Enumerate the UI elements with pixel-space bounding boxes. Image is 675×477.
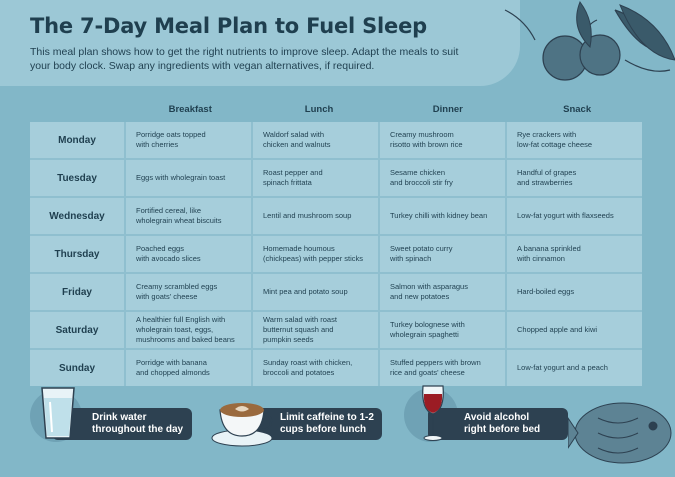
day-label: Monday xyxy=(30,122,126,158)
meal-text: Sweet potato curry with spinach xyxy=(390,244,453,263)
dinner-cell xyxy=(380,312,507,348)
column-header-snack: Snack xyxy=(563,103,592,115)
meal-text: Sesame chicken and broccoli stir fry xyxy=(390,168,453,187)
meal-text: Roast pepper and spinach frittata xyxy=(263,168,323,187)
snack-cell xyxy=(507,160,637,196)
lunch-cell xyxy=(253,122,380,158)
meal-plan-table xyxy=(30,96,642,386)
day-label: Saturday xyxy=(30,312,126,348)
meal-text: Sunday roast with chicken, broccoli and potatoes xyxy=(263,358,353,377)
tip-alcohol: Avoid alcohol right before bed xyxy=(428,408,568,440)
day-label: Thursday xyxy=(30,236,126,272)
meal-text: Hard-boiled eggs xyxy=(517,287,575,296)
breakfast-cell xyxy=(126,312,253,348)
day-label: Tuesday xyxy=(30,160,126,196)
snack-cell xyxy=(507,122,637,158)
table-row xyxy=(30,198,642,236)
lunch-cell xyxy=(253,198,380,234)
dinner-cell xyxy=(380,274,507,310)
meal-text: Porridge with banana and chopped almonds xyxy=(136,358,210,377)
dinner-cell xyxy=(380,160,507,196)
dinner-cell xyxy=(380,198,507,234)
table-row xyxy=(30,350,642,386)
breakfast-cell xyxy=(126,122,253,158)
table-row xyxy=(30,274,642,312)
meal-text: Creamy mushroom risotto with brown rice xyxy=(390,130,463,149)
meal-text: Lentil and mushroom soup xyxy=(263,211,352,220)
dinner-cell xyxy=(380,350,507,386)
meal-text: Low-fat yogurt and a peach xyxy=(517,363,608,372)
dinner-cell xyxy=(380,122,507,158)
lunch-cell xyxy=(253,350,380,386)
meal-text: Warm salad with roast butternut squash and pumpkin seeds xyxy=(263,315,337,344)
tip-water: Drink water throughout the day xyxy=(52,408,192,440)
breakfast-cell xyxy=(126,350,253,386)
breakfast-cell xyxy=(126,274,253,310)
meal-text: Rye crackers with low-fat cottage cheese xyxy=(517,130,593,149)
table-row xyxy=(30,122,642,160)
meal-text: Stuffed peppers with brown rice and goats' cheese xyxy=(390,358,481,377)
meal-text: Creamy scrambled eggs with goats' cheese xyxy=(136,282,218,301)
column-header-lunch: Lunch xyxy=(304,103,334,115)
column-header-dinner: Dinner xyxy=(432,103,463,115)
wine-glass-icon xyxy=(418,382,448,442)
intro-text: This meal plan shows how to get the right nutrients to improve sleep. Adapt the meals to suit your body clock. Swap any ingredients with vegan alternatives, if required. xyxy=(30,46,459,72)
table-body xyxy=(30,122,642,386)
coffee-cup-icon xyxy=(210,390,280,448)
breakfast-cell xyxy=(126,198,253,234)
column-header-breakfast: Breakfast xyxy=(168,103,212,115)
meal-text: Salmon with asparagus and new potatoes xyxy=(390,282,468,301)
table-row xyxy=(30,236,642,274)
meal-text: Eggs with wholegrain toast xyxy=(136,173,226,182)
meal-text: Fortified cereal, like wholegrain wheat biscuits xyxy=(136,206,222,225)
lunch-cell xyxy=(253,274,380,310)
day-label: Wednesday xyxy=(30,198,126,234)
tip-caffeine: Limit caffeine to 1-2 cups before lunch xyxy=(232,408,382,440)
meal-text: Turkey bolognese with wholegrain spaghetti xyxy=(390,320,465,339)
meal-text: Mint pea and potato soup xyxy=(263,287,348,296)
meal-text: A banana sprinkled with cinnamon xyxy=(517,244,581,263)
meal-text: Low-fat yogurt with flaxseeds xyxy=(517,211,614,220)
day-label: Sunday xyxy=(30,350,126,386)
meal-text: Waldorf salad with chicken and walnuts xyxy=(263,130,331,149)
snack-cell xyxy=(507,198,637,234)
meal-text: Chopped apple and kiwi xyxy=(517,325,598,334)
table-row xyxy=(30,160,642,198)
breakfast-cell xyxy=(126,236,253,272)
snack-cell xyxy=(507,312,637,348)
breakfast-cell xyxy=(126,160,253,196)
lunch-cell xyxy=(253,160,380,196)
header-band xyxy=(0,0,520,86)
page-title: The 7-Day Meal Plan to Fuel Sleep xyxy=(30,14,427,38)
meal-text: Handful of grapes and strawberries xyxy=(517,168,577,187)
day-label: Friday xyxy=(30,274,126,310)
snack-cell xyxy=(507,236,637,272)
lunch-cell xyxy=(253,236,380,272)
meal-text: Poached eggs with avocado slices xyxy=(136,244,201,263)
meal-text: Homemade houmous (chickpeas) with pepper sticks xyxy=(263,244,364,263)
snack-cell xyxy=(507,350,637,386)
meal-text: Turkey chilli with kidney bean xyxy=(390,211,488,220)
table-row xyxy=(30,312,642,350)
tips-section xyxy=(0,382,675,477)
meal-text: A healthier full English with wholegrain toast, eggs, mushrooms and baked beans xyxy=(136,315,235,344)
dinner-cell xyxy=(380,236,507,272)
lunch-cell xyxy=(253,312,380,348)
meal-text: Porridge oats topped with cherries xyxy=(136,130,206,149)
snack-cell xyxy=(507,274,637,310)
leaf-illustration-icon xyxy=(560,0,675,90)
table-header xyxy=(30,96,642,122)
water-glass-icon xyxy=(38,384,78,442)
